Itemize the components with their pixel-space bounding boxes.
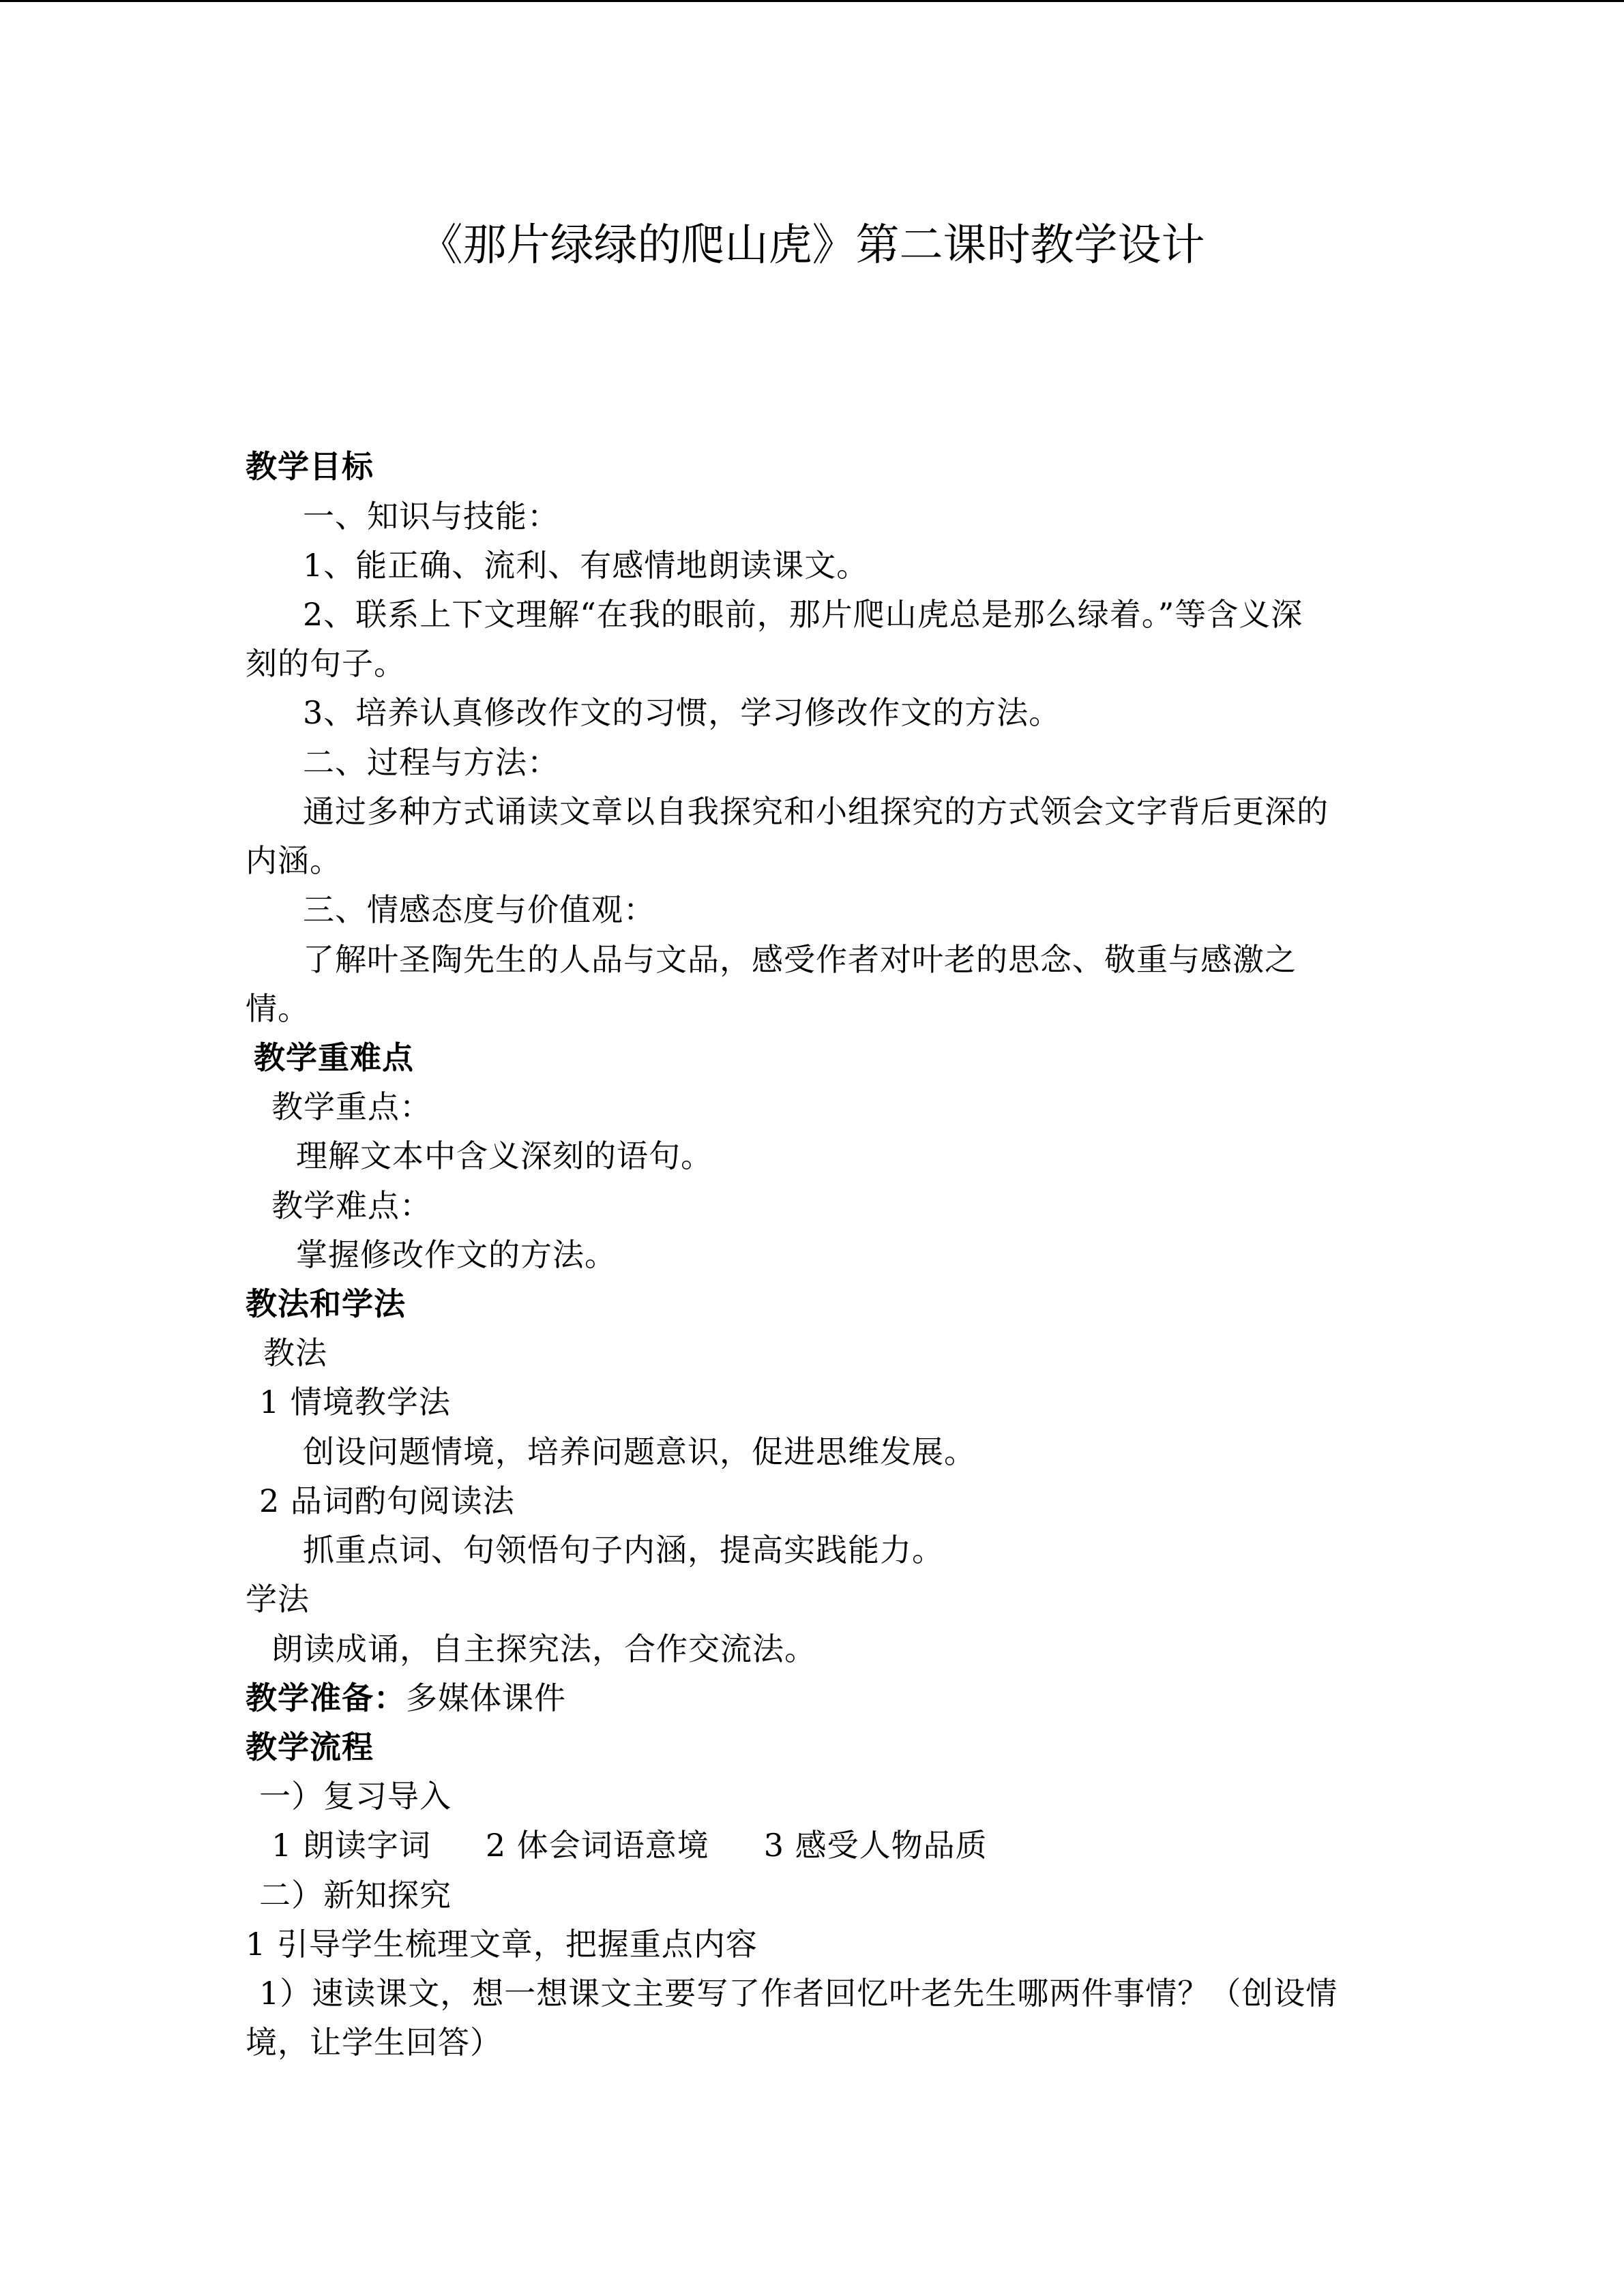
review-items <box>246 1825 1417 1866</box>
focus-label: 教学重点： <box>271 1088 432 1125</box>
section-heading-methods: 教法和学法 <box>246 1285 406 1322</box>
method-1-title: 1 情境教学法 <box>259 1384 451 1420</box>
goal-item-2-line-1: 2、联系上下文理解“在我的眼前，那片爬山虎总是那么绿着。”等含义深 <box>303 596 1303 633</box>
process-heading: 二、过程与方法： <box>303 744 559 781</box>
learning-method-text: 朗读成诵，自主探究法，合作交流法。 <box>271 1630 816 1667</box>
emotion-text-line-1: 了解叶圣陶先生的人品与文品，感受作者对叶老的思念、敬重与感激之 <box>303 941 1297 978</box>
goal-item-2-line-2: 刻的句子。 <box>246 645 406 682</box>
top-border-line <box>0 0 1624 2</box>
preparation-value: 多媒体课件 <box>406 1680 566 1716</box>
emotion-text-line-2: 情。 <box>246 990 310 1027</box>
focus-text: 理解文本中含义深刻的语句。 <box>296 1137 713 1174</box>
review-item-3: 3 感受人物品质 <box>763 1827 988 1864</box>
emotion-heading: 三、情感态度与价值观： <box>303 891 655 928</box>
knowledge-heading: 一、知识与技能： <box>303 498 559 535</box>
goal-item-1: 1、能正确、流利、有感情地朗读课文。 <box>303 547 869 584</box>
section-heading-flow: 教学流程 <box>246 1729 374 1765</box>
process-text-line-2: 内涵。 <box>246 842 342 879</box>
section-heading-goals: 教学目标 <box>246 448 374 485</box>
learning-method-label: 学法 <box>246 1581 310 1617</box>
method-2-text: 抓重点词、句领悟句子内涵，提高实践能力。 <box>303 1532 944 1568</box>
flow-step-2: 二）新知探究 <box>259 1877 452 1913</box>
section-heading-key-points: 教学重难点 <box>254 1039 414 1076</box>
process-text-line-1: 通过多种方式诵读文章以自我探究和小组探究的方式领会文字背后更深的 <box>303 793 1329 830</box>
method-2-title: 2 品词酌句阅读法 <box>259 1482 515 1519</box>
teaching-method-label: 教法 <box>263 1335 327 1371</box>
question-1-line-1: 1）速读课文，想一想课文主要写了作者回忆叶老先生哪两件事情？（创设情 <box>259 1975 1338 2012</box>
method-1-text: 创设问题情境，培养问题意识，促进思维发展。 <box>303 1433 976 1470</box>
document-title: 《那片绿绿的爬山虎》第二课时教学设计 <box>419 220 1205 271</box>
review-item-1: 1 朗读字词 <box>271 1827 431 1864</box>
goal-item-3: 3、培养认真修改作文的习惯，学习修改作文的方法。 <box>303 694 1061 731</box>
review-item-2: 2 体会词语意境 <box>485 1827 709 1864</box>
difficulty-text: 掌握修改作文的方法。 <box>296 1236 617 1273</box>
flow-step-1: 一）复习导入 <box>259 1778 452 1815</box>
question-1-line-2: 境，让学生回答） <box>246 2024 502 2061</box>
preparation-line <box>246 1678 1391 1718</box>
difficulty-label: 教学难点： <box>271 1187 432 1224</box>
preparation-label: 教学准备： <box>246 1680 406 1716</box>
flow-sub-1: 1 引导学生梳理文章，把握重点内容 <box>246 1926 758 1963</box>
